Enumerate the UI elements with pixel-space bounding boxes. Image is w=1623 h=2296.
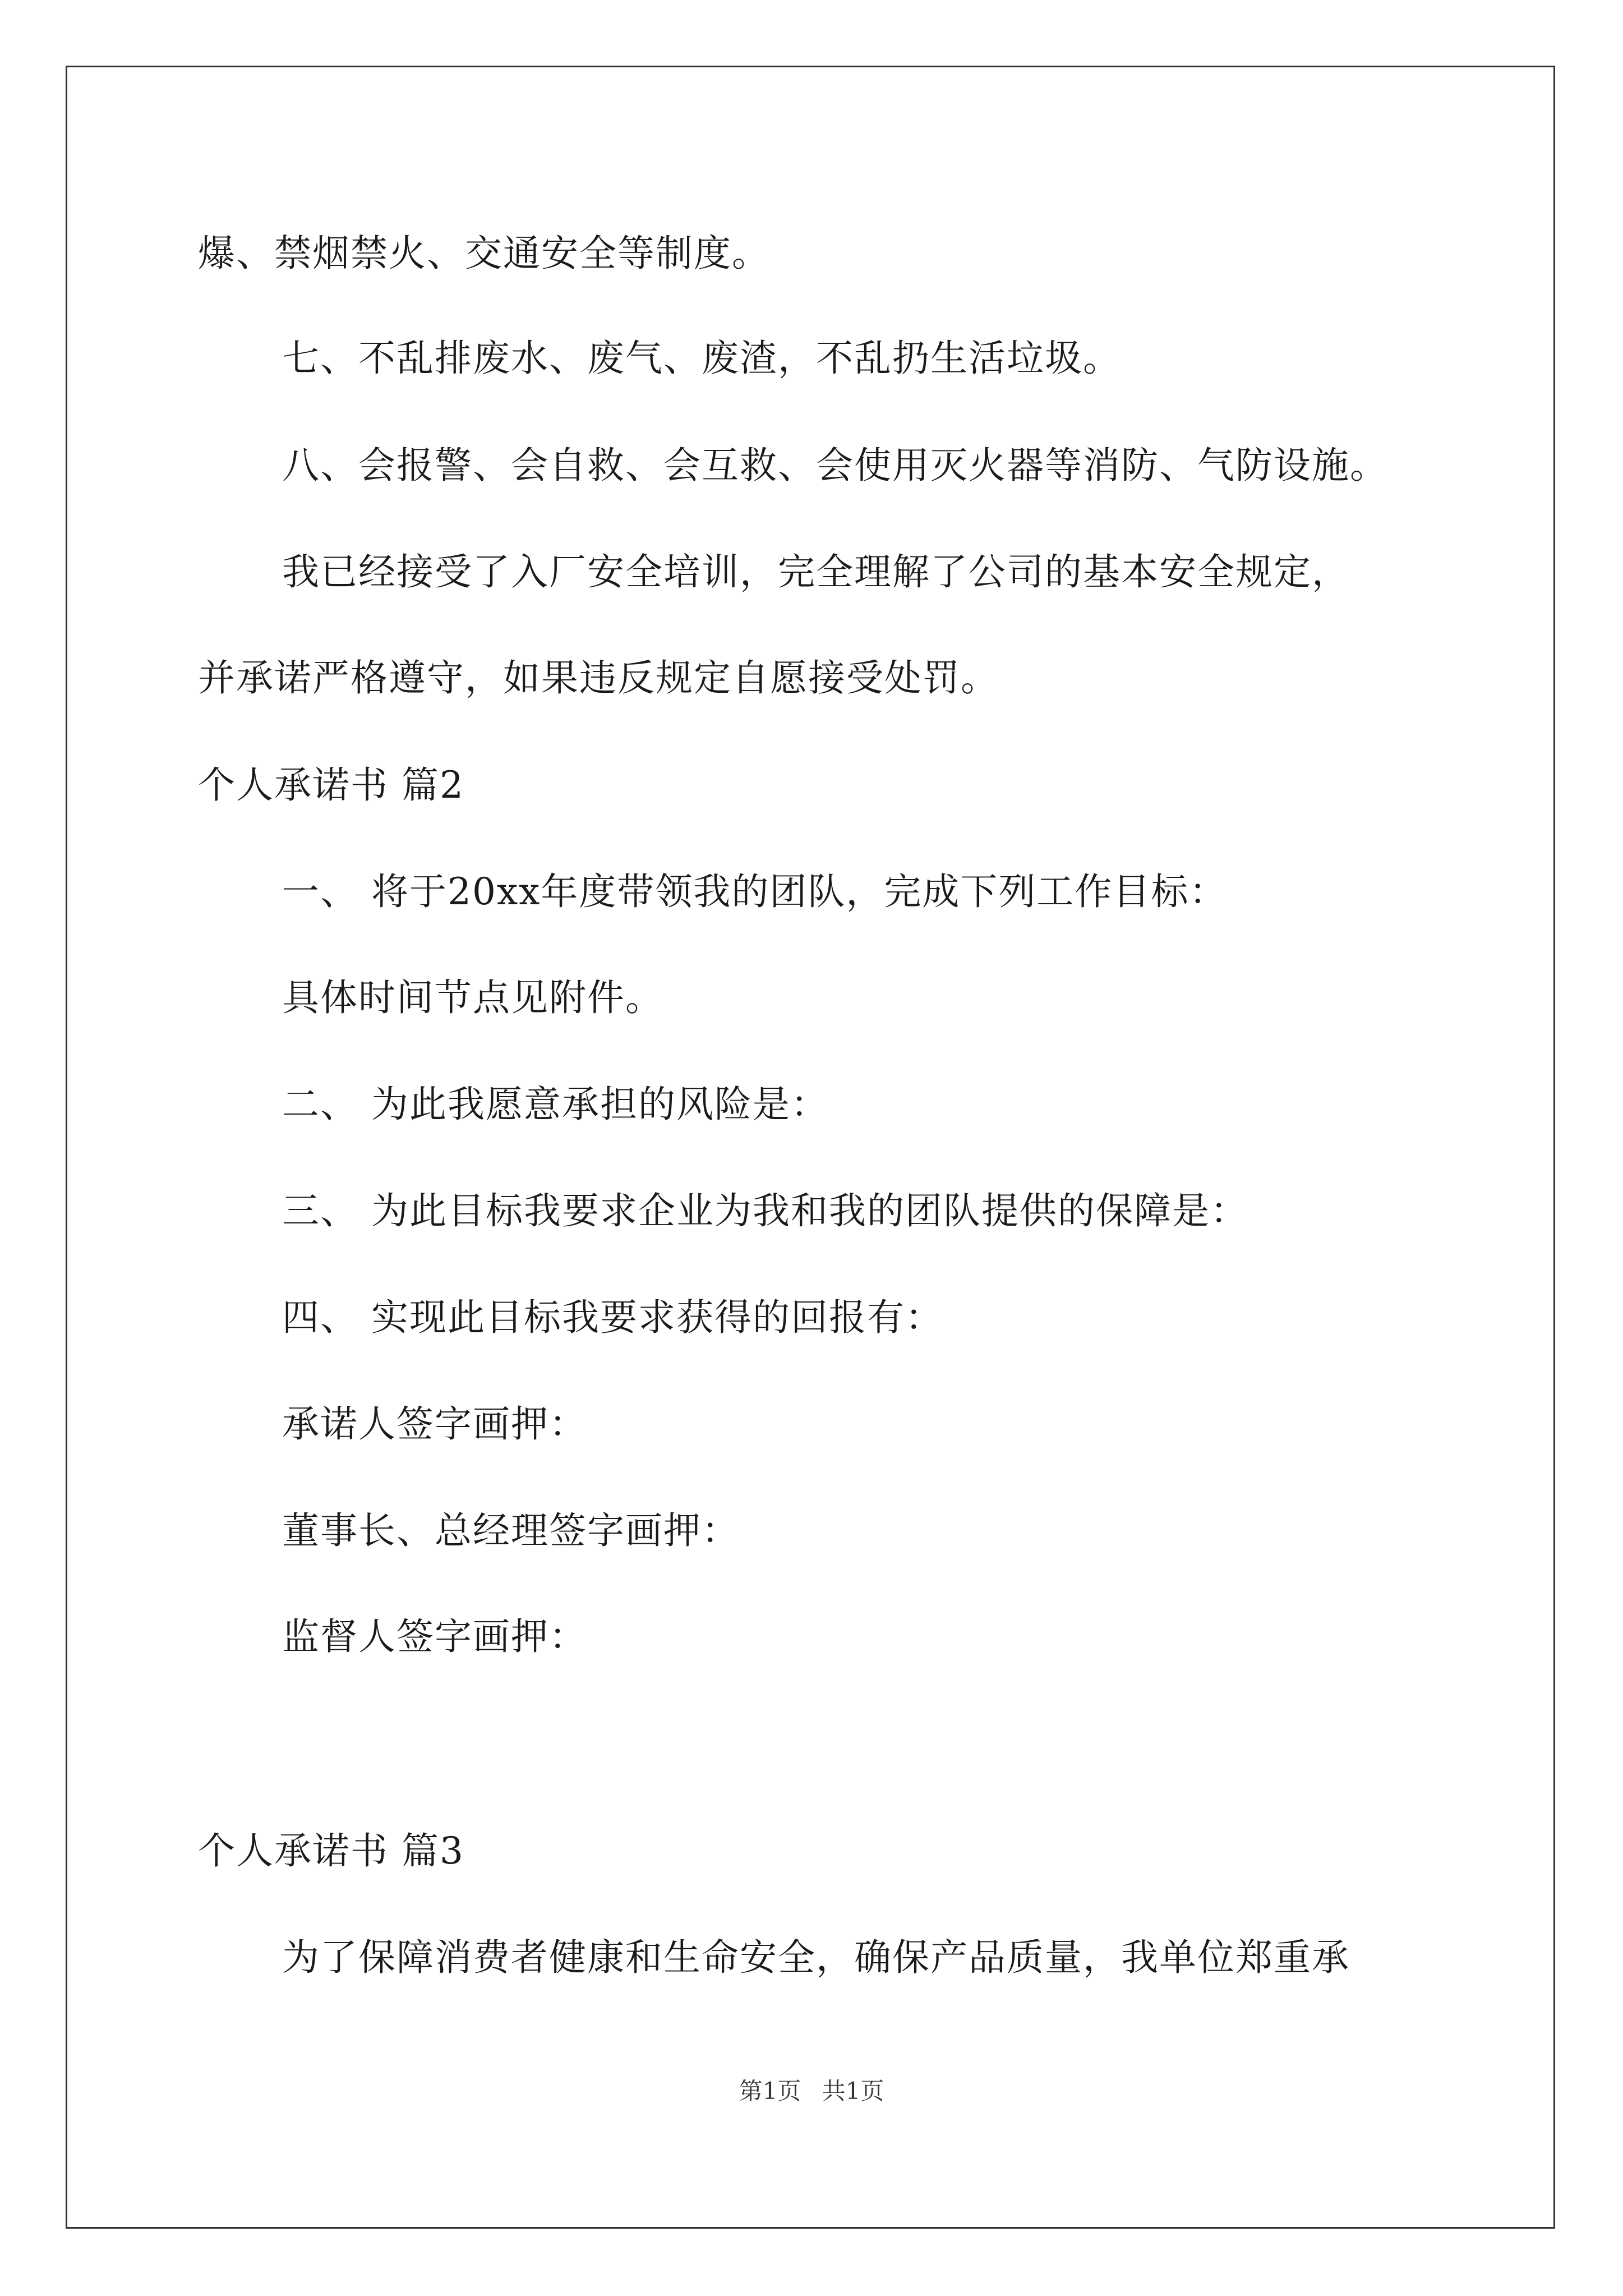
- page-frame: [66, 66, 1555, 2229]
- section-heading: 个人承诺书 篇2: [198, 763, 464, 807]
- paragraph-line: 二、 为此我愿意承担的风险是：: [282, 1083, 829, 1126]
- page-footer: [0, 2076, 1623, 2107]
- paragraph-line: 我已经接受了入厂安全培训，完全理解了公司的基本安全规定，: [282, 550, 1350, 593]
- paragraph-line: 爆、禁烟禁火、交通安全等制度。: [198, 232, 770, 275]
- signature-line: 监督人签字画押：: [282, 1615, 587, 1658]
- paragraph-line: 一、 将于20xx年度带领我的团队，完成下列工作目标：: [282, 870, 1228, 913]
- section-heading: 个人承诺书 篇3: [198, 1829, 464, 1872]
- page-total: 共1页: [822, 2077, 884, 2105]
- signature-line: 承诺人签字画押：: [282, 1402, 587, 1446]
- paragraph-line: 具体时间节点见附件。: [282, 976, 663, 1019]
- paragraph-line: 三、 为此目标我要求企业为我和我的团队提供的保障是：: [282, 1189, 1248, 1232]
- page-number: 第1页: [739, 2077, 801, 2105]
- paragraph-line: 为了保障消费者健康和生命安全，确保产品质量，我单位郑重承: [282, 1936, 1350, 1979]
- paragraph-line: 四、 实现此目标我要求获得的回报有：: [282, 1296, 943, 1339]
- paragraph-line: 并承诺严格遵守，如果违反规定自愿接受处罚。: [198, 656, 999, 700]
- paragraph-line: 八、会报警、会自救、会互救、会使用灭火器等消防、气防设施。: [282, 444, 1388, 487]
- paragraph-line: 七、不乱排废水、废气、废渣，不乱扔生活垃圾。: [282, 337, 1121, 380]
- signature-line: 董事长、总经理签字画押：: [282, 1509, 740, 1552]
